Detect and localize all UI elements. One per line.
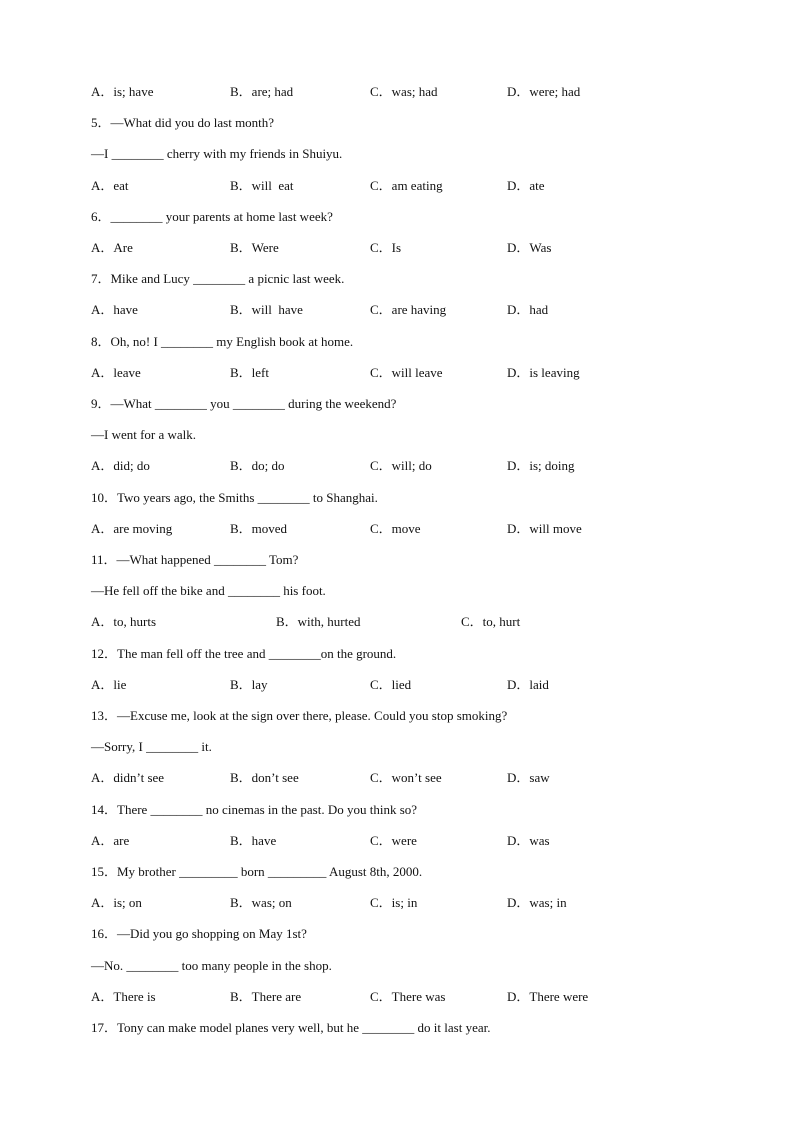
option-b: B．moved <box>230 521 288 536</box>
option-b: B．Were <box>230 240 279 255</box>
option-d: D．is leaving <box>507 365 580 380</box>
question-line: —No. ________ too many people in the shop. <box>91 958 332 973</box>
option-a: A．is; have <box>91 84 154 99</box>
option-b: B．have <box>230 833 277 848</box>
option-d: D．Was <box>507 240 552 255</box>
question-line: 9．—What ________ you ________ during the weekend? <box>91 396 397 411</box>
option-a: A．are moving <box>91 521 173 536</box>
option-a: A．are <box>91 833 130 848</box>
option-d: D．were; had <box>507 84 581 99</box>
option-c: C．was; had <box>370 84 438 99</box>
option-c: C．to, hurt <box>461 614 521 629</box>
option-d: D．had <box>507 302 549 317</box>
question-line: 12．The man fell off the tree and ________on the ground. <box>91 646 397 661</box>
question-line: —Sorry, I ________ it. <box>91 739 212 754</box>
option-b: B．will eat <box>230 178 294 193</box>
option-c: C．Is <box>370 240 402 255</box>
question-line: —He fell off the bike and ________ his foot. <box>91 583 326 598</box>
option-a: A．did; do <box>91 458 150 473</box>
option-d: D．will move <box>507 521 582 536</box>
option-b: B．will have <box>230 302 303 317</box>
option-c: C．are having <box>370 302 447 317</box>
question-line: 14．There ________ no cinemas in the past. Do you think so? <box>91 802 418 817</box>
option-c: C．will leave <box>370 365 443 380</box>
option-c: C．There was <box>370 989 446 1004</box>
option-b: B．are; had <box>230 84 294 99</box>
question-line: 5．—What did you do last month? <box>91 115 275 130</box>
question-line: 17．Tony can make model planes very well, but he ________ do it last year. <box>91 1020 491 1035</box>
option-a: A．Are <box>91 240 133 255</box>
option-c: C．were <box>370 833 417 848</box>
option-a: A．lie <box>91 677 127 692</box>
option-c: C．will; do <box>370 458 432 473</box>
option-c: C．lied <box>370 677 412 692</box>
question-line: —I ________ cherry with my friends in Shuiyu. <box>91 146 343 161</box>
option-c: C．move <box>370 521 421 536</box>
question-line: 15．My brother _________ born _________ August 8th, 2000. <box>91 864 423 879</box>
question-line: 11．—What happened ________ Tom? <box>91 552 299 567</box>
option-a: A．to, hurts <box>91 614 157 629</box>
option-b: B．There are <box>230 989 302 1004</box>
option-b: B．don’t see <box>230 770 299 785</box>
option-b: B．with, hurted <box>276 614 361 629</box>
option-c: C．am eating <box>370 178 443 193</box>
question-line: 10．Two years ago, the Smiths ________ to Shanghai. <box>91 490 378 505</box>
option-a: A．didn’t see <box>91 770 165 785</box>
option-b: B．lay <box>230 677 268 692</box>
option-d: D．was; in <box>507 895 567 910</box>
option-c: C．won’t see <box>370 770 442 785</box>
question-line: 13．—Excuse me, look at the sign over there, please. Could you stop smoking? <box>91 708 508 723</box>
option-b: B．left <box>230 365 269 380</box>
question-line: 16．—Did you go shopping on May 1st? <box>91 926 307 941</box>
option-d: D．is; doing <box>507 458 575 473</box>
question-line: 6．________ your parents at home last week? <box>91 209 333 224</box>
option-a: A．eat <box>91 178 129 193</box>
option-a: A．leave <box>91 365 141 380</box>
option-d: D．There were <box>507 989 589 1004</box>
option-a: A．is; on <box>91 895 142 910</box>
option-a: A．There is <box>91 989 156 1004</box>
option-d: D．laid <box>507 677 549 692</box>
option-b: B．do; do <box>230 458 285 473</box>
question-line: 8．Oh, no! I ________ my English book at home. <box>91 334 354 349</box>
option-c: C．is; in <box>370 895 418 910</box>
option-d: D．saw <box>507 770 550 785</box>
option-d: D．ate <box>507 178 545 193</box>
question-line: 7．Mike and Lucy ________ a picnic last week. <box>91 271 345 286</box>
option-d: D．was <box>507 833 550 848</box>
option-b: B．was; on <box>230 895 292 910</box>
question-line: —I went for a walk. <box>91 427 197 442</box>
option-a: A．have <box>91 302 138 317</box>
